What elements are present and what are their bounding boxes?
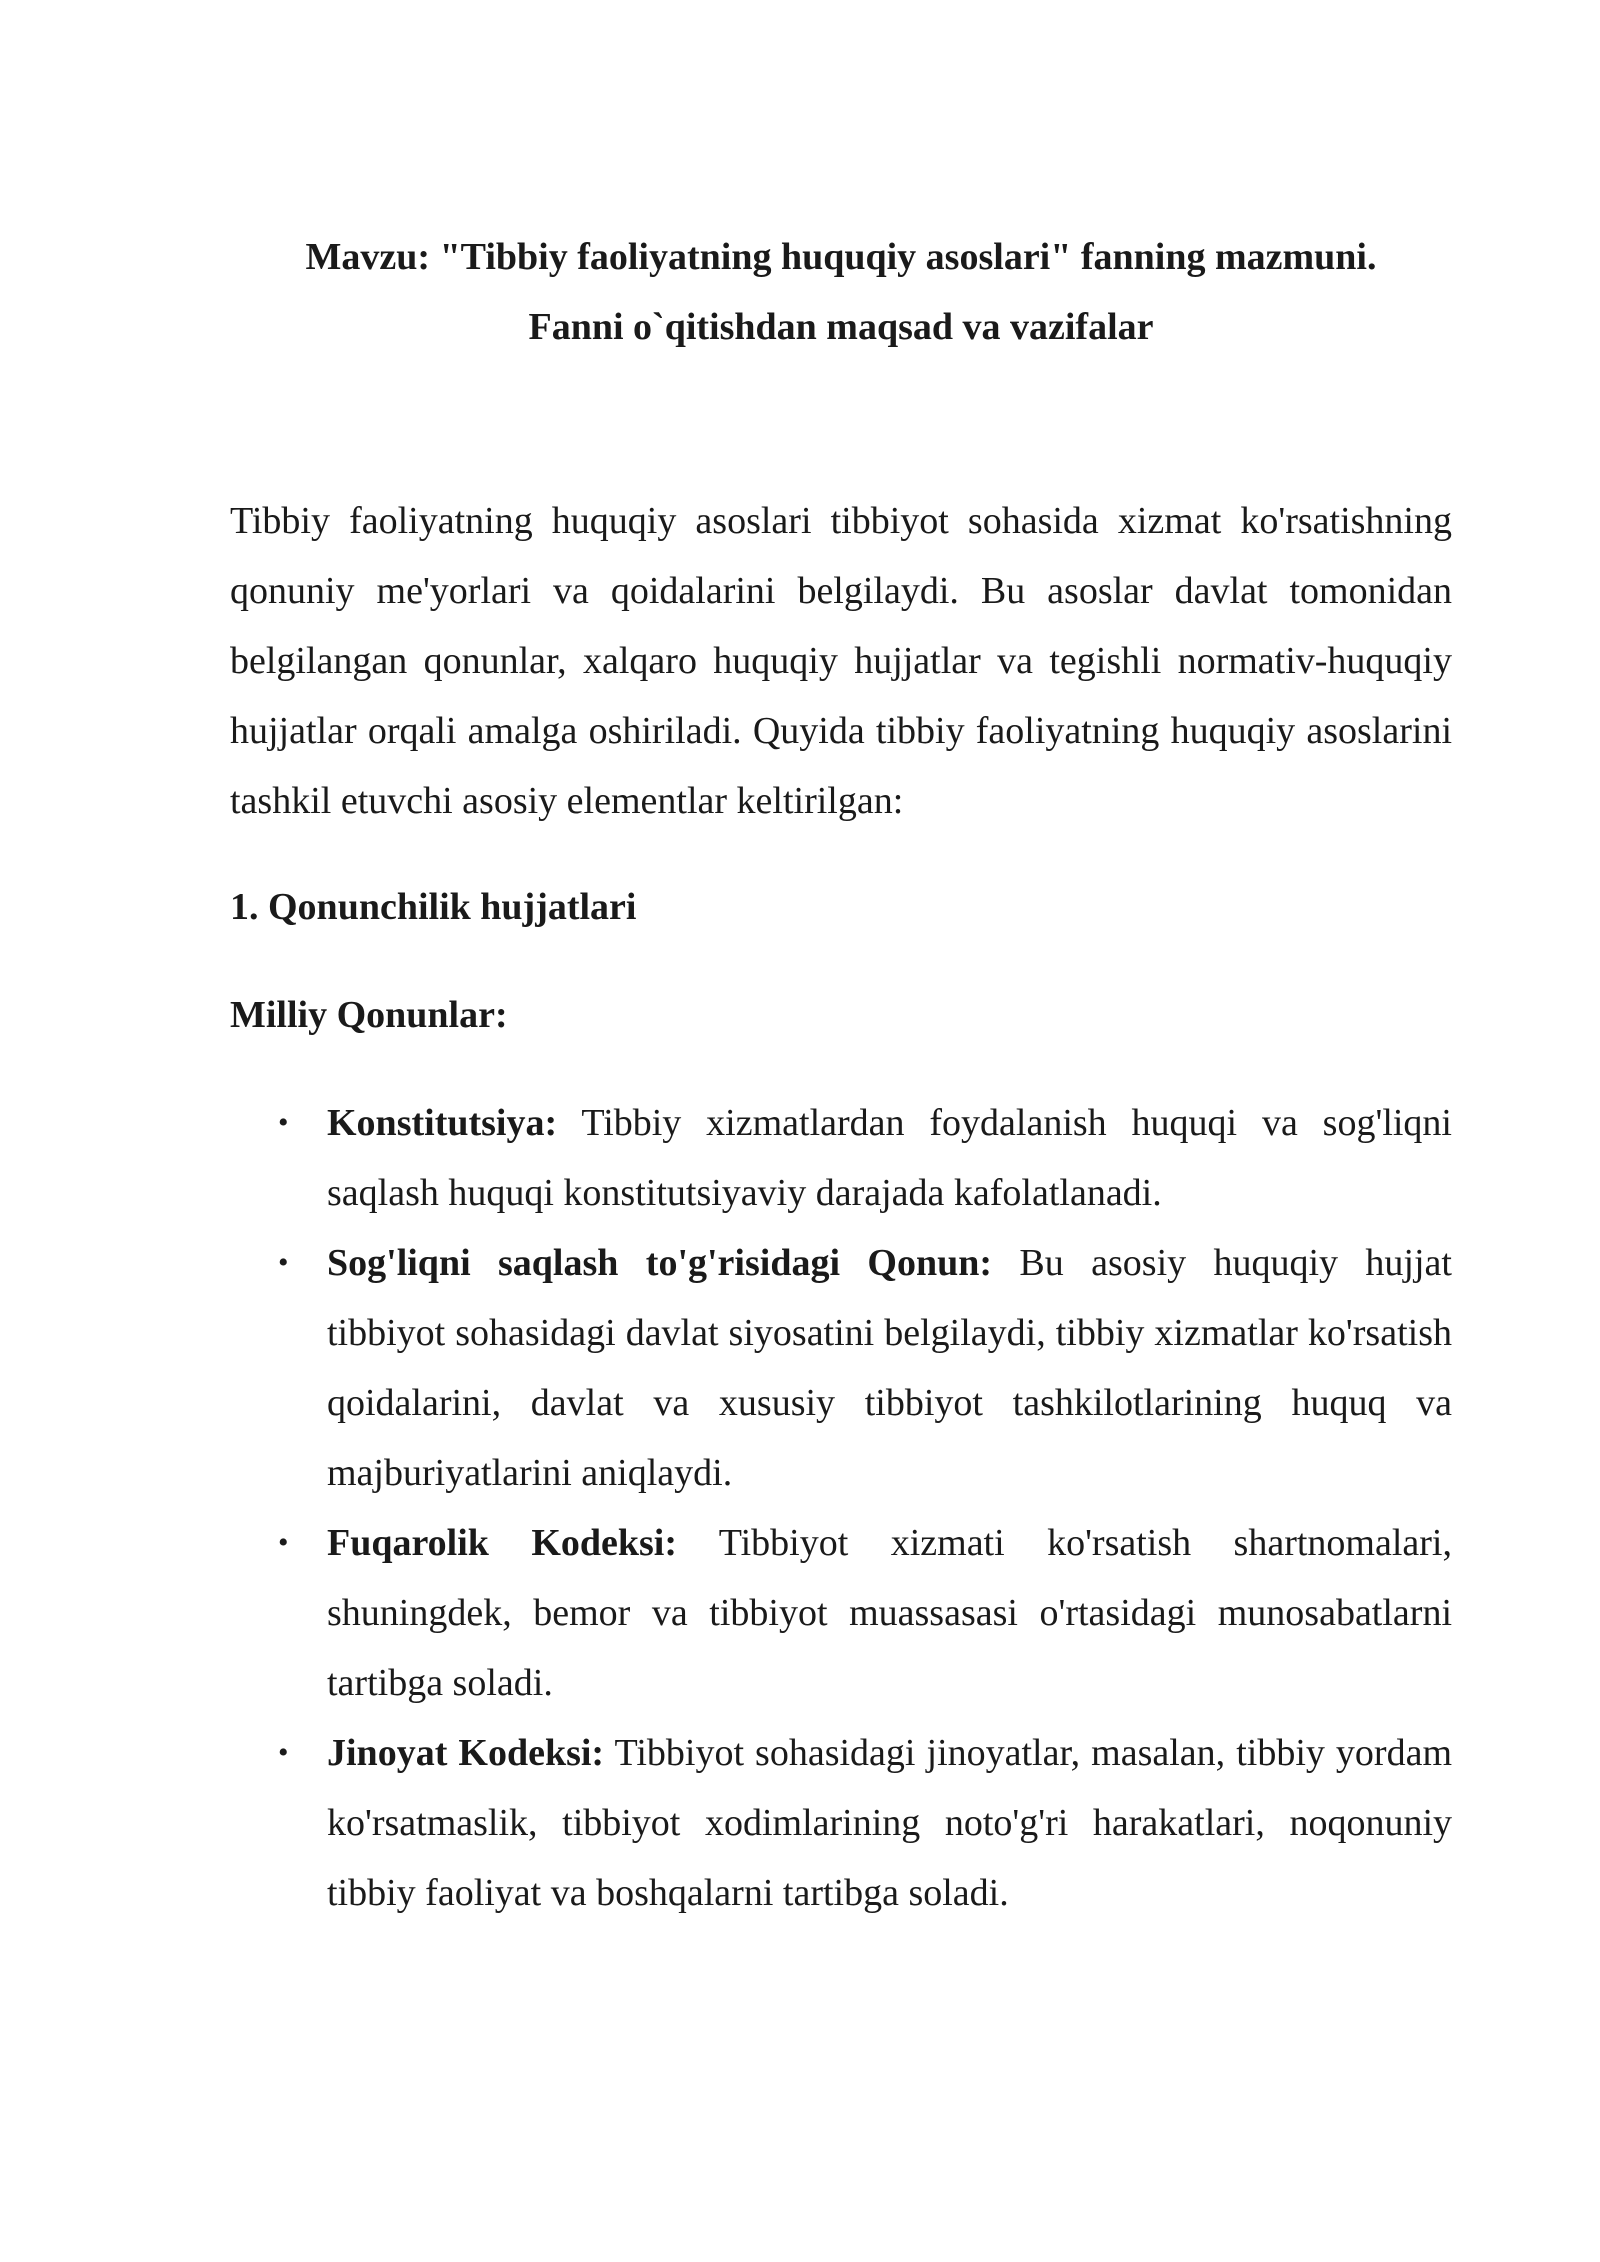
list-item-text: Bu asosiy huquqiy hujjat tibbiyot sohasidagi davlat siyosatini belgilaydi, tibbiy xizmatlar ko'rsatish qoidalarini, davlat va xususiy tibbiyot tashkilotlarining huquq va majburiyatlarini aniqlaydi. (327, 1242, 1452, 1494)
list-item-term: Konstitutsiya: (327, 1102, 558, 1144)
bullet-icon: • (278, 1246, 289, 1279)
list-item (230, 1228, 1452, 1508)
list-item (230, 1088, 1452, 1228)
title-line-1: Mavzu: "Tibbiy faoliyatning huquqiy asoslari" fanning mazmuni. (305, 236, 1377, 278)
bullet-icon: • (278, 1526, 289, 1559)
list-item-text: Tibbiyot xizmati ko'rsatish shartnomalari, shuningdek, bemor va tibbiyot muassasasi o'rtasidagi munosabatlarni tartibga soladi. (327, 1522, 1452, 1704)
document-title (230, 222, 1452, 362)
subsection-heading: Milliy Qonunlar: (230, 994, 508, 1036)
document-page (230, 222, 1452, 1928)
section-heading: 1. Qonunchilik hujjatlari (230, 886, 637, 928)
bullet-icon: • (278, 1736, 289, 1769)
bullet-icon: • (278, 1106, 289, 1139)
list-item-term: Fuqarolik Kodeksi: (327, 1522, 678, 1564)
list-item-term: Jinoyat Kodeksi: (327, 1732, 605, 1774)
title-line-2: Fanni o`qitishdan maqsad va vazifalar (528, 306, 1154, 348)
list-item-text: Tibbiy xizmatlardan foydalanish huquqi va sog'liqni saqlash huquqi konstitutsiyaviy darajada kafolatlanadi. (327, 1102, 1452, 1214)
laws-list (230, 1088, 1452, 1928)
list-item-text: Tibbiyot sohasidagi jinoyatlar, masalan, tibbiy yordam ko'rsatmaslik, tibbiyot xodimlarining noto'g'ri harakatlari, noqonuniy tibbiy faoliyat va boshqalarni tartibga soladi. (327, 1732, 1452, 1914)
list-item (230, 1508, 1452, 1718)
intro-paragraph: Tibbiy faoliyatning huquqiy asoslari tibbiyot sohasida xizmat ko'rsatishning qonuniy me'yorlari va qoidalarini belgilaydi. Bu asoslar davlat tomonidan belgilangan qonunlar, xalqaro huquqiy hujjatlar va tegishli normativ-huquqiy hujjatlar orqali amalga oshiriladi. Quyida tibbiy faoliyatning huquqiy asoslarini tashkil etuvchi asosiy elementlar keltirilgan: (230, 500, 1452, 822)
list-item (230, 1718, 1452, 1928)
list-item-term: Sog'liqni saqlash to'g'risidagi Qonun: (327, 1242, 993, 1284)
